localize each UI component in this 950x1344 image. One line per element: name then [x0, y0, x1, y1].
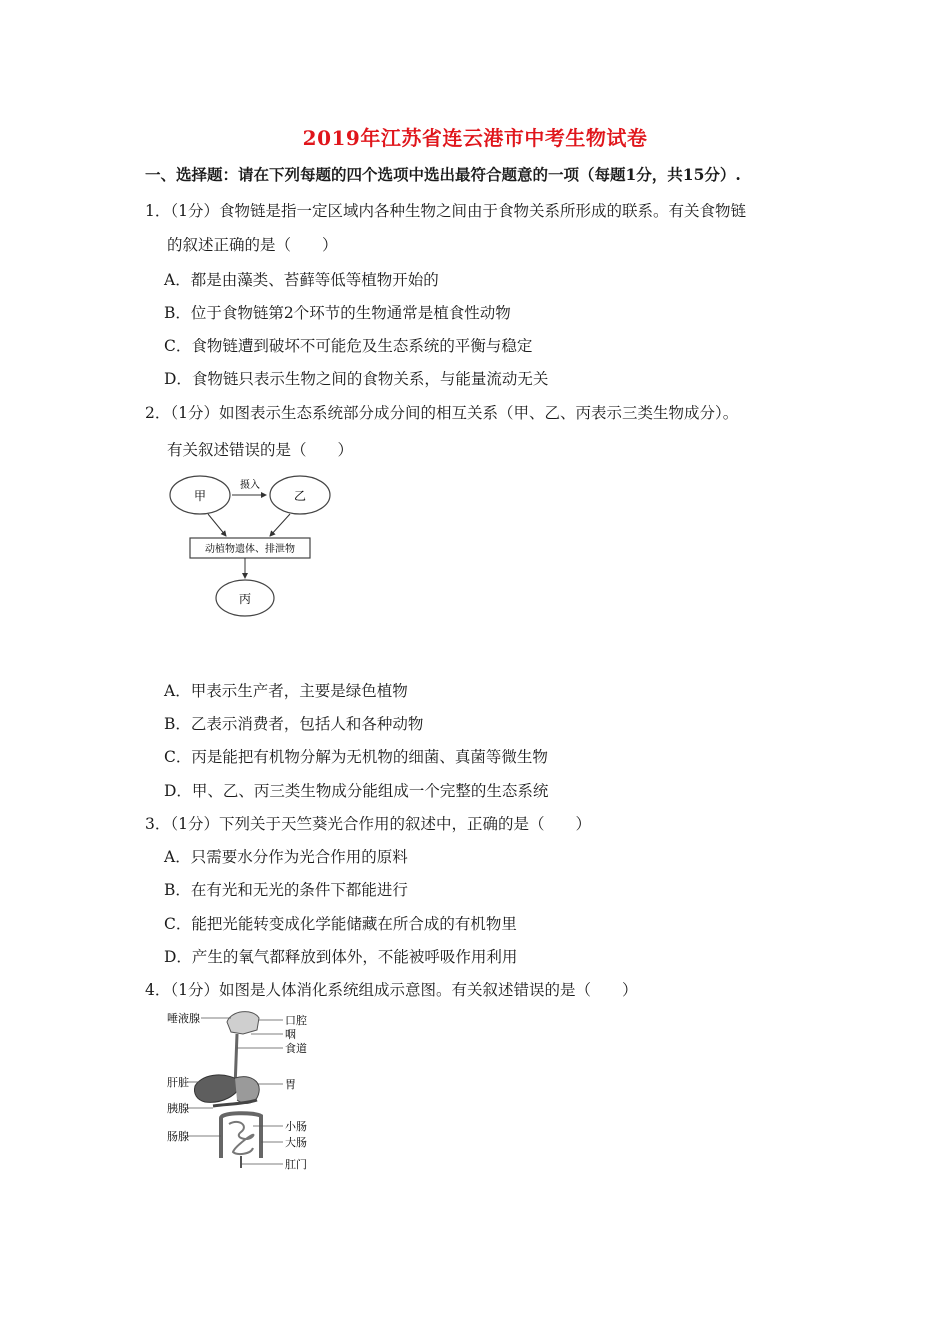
- q1-option-c: C．食物链遭到破坏不可能危及生态系统的平衡与稳定: [164, 337, 533, 355]
- q1-option-a: A．都是由藻类、苔藓等低等植物开始的: [164, 271, 439, 289]
- label-large-intestine: 大肠: [285, 1136, 307, 1149]
- large-intestine-shape: [221, 1113, 261, 1158]
- q2-option-d: D．甲、乙、丙三类生物成分能组成一个完整的生态系统: [164, 782, 549, 800]
- liver-shape: [194, 1075, 241, 1102]
- node-c-label: 丙: [238, 592, 252, 606]
- q1-stem-line2: 的叙述正确的是（ ）: [167, 236, 338, 254]
- a-to-box-arrow: [208, 514, 226, 536]
- label-small-intestine: 小肠: [285, 1120, 307, 1133]
- node-b-label: 乙: [293, 489, 307, 503]
- label-stomach: 胃: [285, 1078, 296, 1091]
- q3-option-d: D．产生的氧气都释放到体外，不能被呼吸作用利用: [164, 948, 518, 966]
- q1-option-b: B．位于食物链第2个环节的生物通常是植食性动物: [164, 304, 511, 322]
- q2-option-a: A．甲表示生产者，主要是绿色植物: [164, 682, 408, 700]
- q3-option-a: A．只需要水分作为光合作用的原料: [164, 848, 408, 866]
- q1-stem-line1: 1．（1分）食物链是指一定区域内各种生物之间由于食物关系所形成的联系。有关食物链: [145, 202, 746, 220]
- q2-option-c: C．丙是能把有机物分解为无机物的细菌、真菌等微生物: [164, 748, 548, 766]
- exam-title: 2019年江苏省连云港市中考生物试卷: [302, 126, 648, 150]
- digestive-system-figure: [165, 1008, 325, 1173]
- node-a-label: 甲: [193, 489, 207, 503]
- label-intestinal-gland: 肠腺: [167, 1130, 189, 1143]
- label-mouth: 口腔: [285, 1014, 307, 1027]
- label-pancreas: 胰腺: [167, 1102, 189, 1115]
- head-shape: [227, 1012, 259, 1034]
- label-pharynx: 咽: [285, 1028, 296, 1041]
- label-anus: 肛门: [285, 1158, 307, 1171]
- ecosystem-diagram: [160, 470, 340, 620]
- b-to-box-arrow: [270, 514, 290, 536]
- remains-label: 动植物遗体、排泄物: [205, 544, 295, 555]
- small-intestine-shape: [229, 1122, 253, 1154]
- q4-stem: 4．（1分）如图是人体消化系统组成示意图。有关叙述错误的是（ ）: [145, 981, 638, 999]
- q3-stem: 3．（1分）下列关于天竺葵光合作用的叙述中，正确的是（ ）: [145, 815, 591, 833]
- q2-stem-line1: 2．（1分）如图表示生态系统部分成分间的相互关系（甲、乙、丙表示三类生物成分）。: [145, 404, 739, 422]
- q2-stem-line2: 有关叙述错误的是（ ）: [167, 441, 354, 459]
- label-esophagus: 食道: [285, 1042, 307, 1055]
- q2-option-b: B．乙表示消费者，包括人和各种动物: [164, 715, 424, 733]
- q3-option-b: B．在有光和无光的条件下都能进行: [164, 881, 408, 899]
- label-liver: 肝脏: [167, 1076, 189, 1089]
- section-heading: 一、选择题：请在下列每题的四个选项中选出最符合题意的一项（每题1分，共15分）.: [145, 165, 741, 184]
- q3-option-c: C．能把光能转变成化学能储藏在所合成的有机物里: [164, 915, 517, 933]
- q1-option-d: D．食物链只表示生物之间的食物关系，与能量流动无关: [164, 370, 549, 388]
- ingest-label: 摄入: [240, 480, 260, 491]
- label-salivary-gland: 唾液腺: [167, 1012, 200, 1025]
